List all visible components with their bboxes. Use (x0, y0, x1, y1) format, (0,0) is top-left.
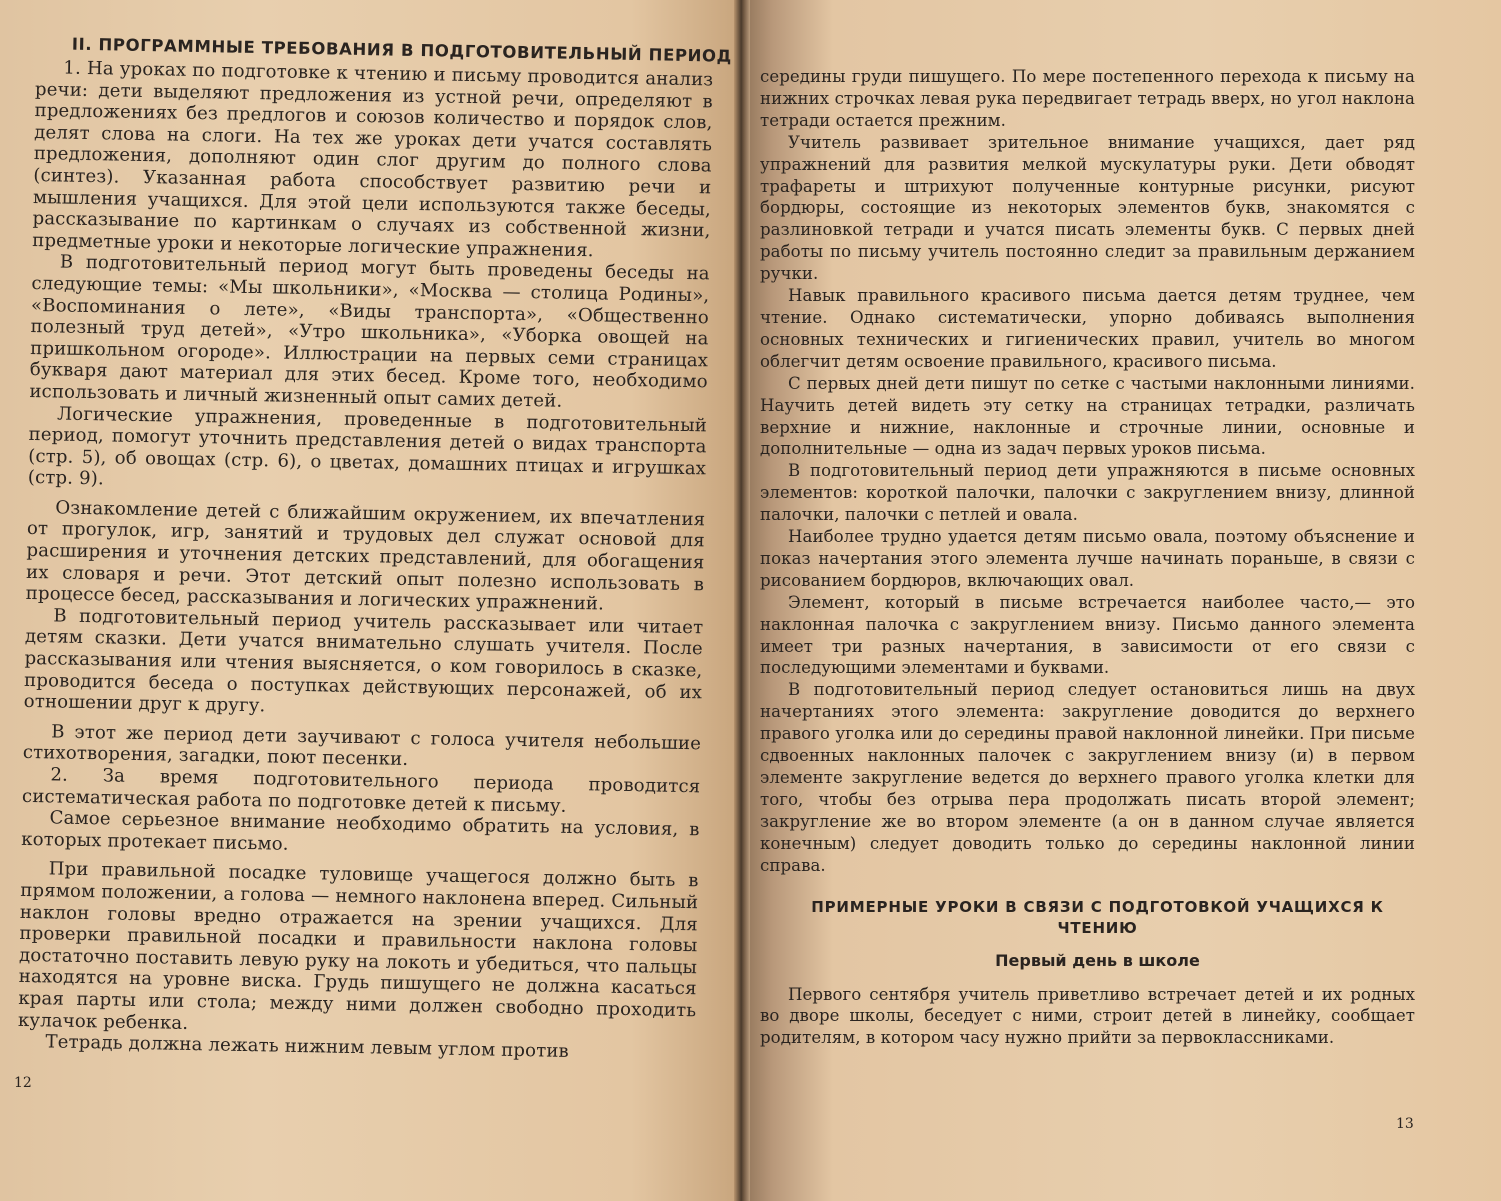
paragraph: Тетрадь должна лежать нижним левым углом против (45, 1031, 570, 1063)
lessons-heading: ПРИМЕРНЫЕ УРОКИ В СВЯЗИ С ПОДГОТОВКОЙ УЧАЩИХСЯ К ЧТЕНИЮ (811, 897, 1384, 937)
paragraph: В подготовительный период следует остановиться лишь на двух начертаниях этого элемента: закругление доводится до верхнего правого уголка или до середины правой наклонной линейки. При письме сдвоенных наклонных палочек с закруглением внизу (и) в первом элементе закругление ведется до верхнего правого уголка клетки для того, чтобы без отрыва пера продолжать писать второй элемент; закругление же во втором элементе (а он в данном случае является конечным) следует доводить только до середины наклонной линии справа. (760, 680, 1415, 875)
paragraph: В подготовительный период дети упражняются в письме основных элементов: короткой палочки, палочки с закруглением внизу, длинной палочки, палочки с петлей и овала. (760, 461, 1415, 525)
paragraph: Самое серьезное внимание необходимо обратить на условия, в которых протекает письмо. (21, 807, 700, 855)
paragraph: Навык правильного красивого письма дается детям труднее, чем чтение. Однако систематически, упорно добиваясь выполнения основных технических и гигиенических правил, учитель во многом облегчит детям освоение правильного, красивого письма. (760, 286, 1415, 371)
paragraph: 1. На уроках по подготовке к чтению и письму проводится анализ речи: дети выделяют предложения из устной речи, определяют в предложениях без предлогов и союзов количество и порядок слов, делят слова на слоги. На тех же уроках дети учатся составлять предложения, дополняют один слог другим до полного слова (синтез). Указанная работа способствует развитию речи и мышления учащихся. Для этой цели используются также беседы, рассказывание по картинкам о случаях из собственной жизни, предметные уроки и некоторые логические упражнения. (32, 57, 714, 262)
section-title: II. ПРОГРАММНЫЕ ТРЕБОВАНИЯ В ПОДГОТОВИТЕЛЬНЫЙ ПЕРИОД (71, 34, 733, 66)
paragraph: В этот же период дети заучивают с голоса учителя небольшие стихотворения, загадки, поют песенки. (22, 721, 702, 771)
paragraph: Ознакомление детей с ближайшим окружением, их впечатления от прогулок, игр, занятий и трудовых дел служат основой для расширения и уточнения детских представлений, для обогащения их словаря и речи. Этот детский опыт полезно использовать в процессе бесед, рассказывания и логических упражнений. (25, 497, 706, 615)
paragraph: середины груди пишущего. По мере постепенного перехода к письму на нижних строчках левая рука передвигает тетрадь вверх, но угол наклона тетради остается прежним. (760, 67, 1415, 130)
paragraph: Учитель развивает зрительное внимание учащихся, дает ряд упражнений для развития мелкой мускулатуры руки. Дети обводят трафареты и штрихуют полученные контурные рисунки, рисуют бордюры, состоящие из некоторых элементов букв, знакомятся с разлиновкой тетради и учатся писать элементы букв. С первых дней работы по письму учитель постоянно следит за правильным держанием ручки. (760, 132, 1415, 284)
subsection-title: Первый день в школе (995, 950, 1200, 970)
paragraph: Элемент, который в письме встречается наиболее часто,— это наклонная палочка с закруглением внизу. Письмо данного элемента имеет три разных начертания, в зависимости от его связи с последующими элементами и буквами. (760, 592, 1415, 678)
book-gutter (734, 0, 750, 1201)
paragraph: Наиболее трудно удается детям письмо овала, поэтому объяснение и показ начертания этого элемента лучше начинать пораньше, в связи с рисованием бордюров, включающих овал. (760, 527, 1415, 590)
paragraph: В подготовительный период могут быть проведены беседы на следующие темы: «Мы школьники», «Москва — столица Родины», «Воспоминания о лете», «Виды транспорта», «Общественно полезный труд детей», «Утро школьника», «Уборка овощей на пришкольном огороде». Иллюстрации на первых семи страницах букваря дают материал для этих бесед. Кроме того, необходимо использовать и личный жизненный опыт самих детей. (29, 251, 710, 412)
page-number-left: 12 (14, 1075, 32, 1091)
paragraph: В подготовительный период учитель рассказывает или читает детям сказки. Дети учатся внимательно слушать учителя. После рассказывания или чтения выясняется, о ком говорилось в сказке, проводится беседа о поступках действующих персонажей, об их отношении друг к другу. (23, 605, 704, 717)
left-page (0, 0, 742, 1201)
paragraph: Логические упражнения, проведенные в подготовительный период, помогут уточнить представления детей о видах транспорта (стр. 5), об овощах (стр. 6), о цветах, домашних птицах и игрушках (стр. 9). (27, 402, 708, 490)
paragraph: При правильной посадке туловище учащегося должно быть в прямом положении, а голова — немного наклонена вперед. Сильный наклон головы вредно отражается на зрении учащихся. Для проверки правильной посадки и правильности наклона головы достаточно поставить левую руку на локоть и убедиться, что пальцы находятся на уровне виска. Грудь пишущего не должна касаться края парты или стола; между ними должен свободно проходить кулачок ребенка. (17, 858, 699, 1034)
paragraph: 2. За время подготовительного периода проводится систематическая работа по подготовке детей к письму. (21, 764, 701, 817)
page-number-right: 13 (1396, 1116, 1414, 1132)
right-page-content (760, 66, 1415, 1049)
right-page (742, 0, 1501, 1201)
paragraph: С первых дней дети пишут по сетке с частыми наклонными линиями. Научить детей видеть эту сетку на страницах тетрадки, различать верхние и нижние, наклонные и строчные линии, основные и дополнительные — одна из задач первых уроков письма. (760, 373, 1415, 459)
left-page-content (17, 34, 733, 1065)
paragraph: Первого сентября учитель приветливо встречает детей и их родных во дворе школы, беседует с ними, строит детей в линейку, сообщает родителям, в котором часу нужно прийти за первоклассниками. (760, 984, 1415, 1048)
